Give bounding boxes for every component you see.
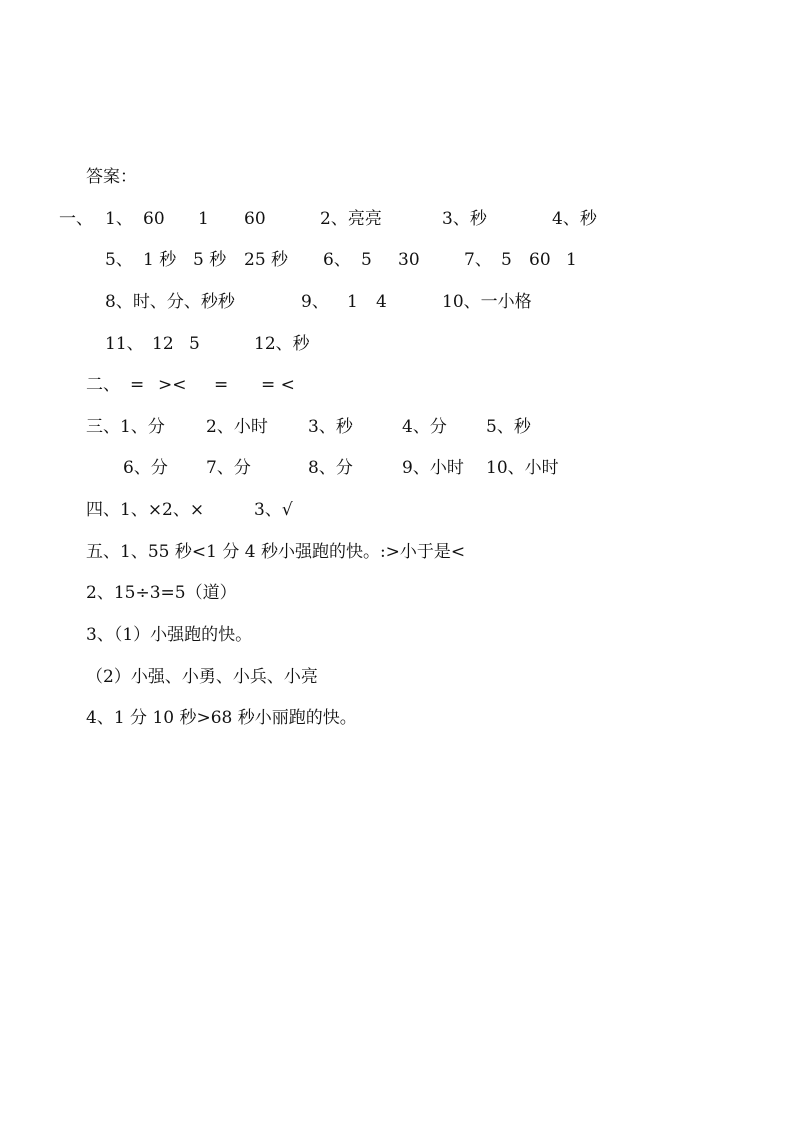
answer-item: 1 [347, 292, 358, 312]
answer-item: 1 [198, 209, 209, 229]
answer-item: 9、小时 [402, 458, 464, 478]
answer-text: 五、1、55 秒<1 分 4 秒小强跑的快。:>小于是< [86, 542, 466, 562]
answer-item: 3、√ [254, 500, 293, 520]
answer-item: 四、1、×2、× [86, 500, 205, 520]
answer-item: 4、秒 [552, 209, 597, 229]
answer-item: 5 [189, 334, 200, 354]
answer-item: 60 [143, 209, 165, 229]
answer-item: 2、小时 [206, 417, 268, 437]
answer-item: = [214, 375, 229, 395]
answer-item: >< [158, 375, 187, 395]
answer-item: 9、 [301, 292, 329, 312]
answer-item: 8、分 [308, 458, 353, 478]
answer-item: 25 秒 [244, 250, 289, 270]
answer-item: 12、秒 [254, 334, 310, 354]
answer-item: 5 [361, 250, 372, 270]
answer-item: 12 [152, 334, 174, 354]
answer-item: 60 [244, 209, 266, 229]
answer-item: = < [261, 375, 295, 395]
answer-item: 三、1、分 [86, 417, 165, 437]
answer-item: 5 秒 [193, 250, 227, 270]
answer-item: 2、亮亮 [320, 209, 382, 229]
answer-item: 1、 [105, 209, 133, 229]
answer-item: 1 秒 [143, 250, 177, 270]
answer-text: 2、15÷3=5（道） [86, 583, 237, 603]
answer-item: 3、秒 [308, 417, 353, 437]
answer-item: 30 [398, 250, 420, 270]
section-2-number: 二、 [86, 375, 120, 395]
answer-item: = [130, 375, 145, 395]
answer-item: 5、秒 [486, 417, 531, 437]
answer-item: 5 [501, 250, 512, 270]
answer-item: 3、秒 [442, 209, 487, 229]
answer-item: 10、小时 [486, 458, 559, 478]
answer-text: 3、（1）小强跑的快。 [86, 625, 253, 645]
answer-item: 60 [529, 250, 551, 270]
section-1-number: 一、 [59, 209, 93, 229]
answer-text: 4、1 分 10 秒>68 秒小丽跑的快。 [86, 708, 357, 728]
answer-item: 6、 [323, 250, 351, 270]
answer-item: 1 [566, 250, 577, 270]
answer-item: 4 [376, 292, 387, 312]
answer-title-text: 答案： [86, 167, 137, 187]
answer-item: 4、分 [402, 417, 447, 437]
answer-item: 11、 [105, 334, 144, 354]
answer-item: 8、时、分、秒秒 [105, 292, 235, 312]
answer-item: 6、分 [123, 458, 168, 478]
answer-text: （2）小强、小勇、小兵、小亮 [86, 667, 318, 687]
answer-item: 7、 [464, 250, 492, 270]
answer-item: 5、 [105, 250, 133, 270]
section-5-line-5 [86, 707, 357, 773]
answer-item: 10、一小格 [442, 292, 532, 312]
answer-item: 7、分 [206, 458, 251, 478]
